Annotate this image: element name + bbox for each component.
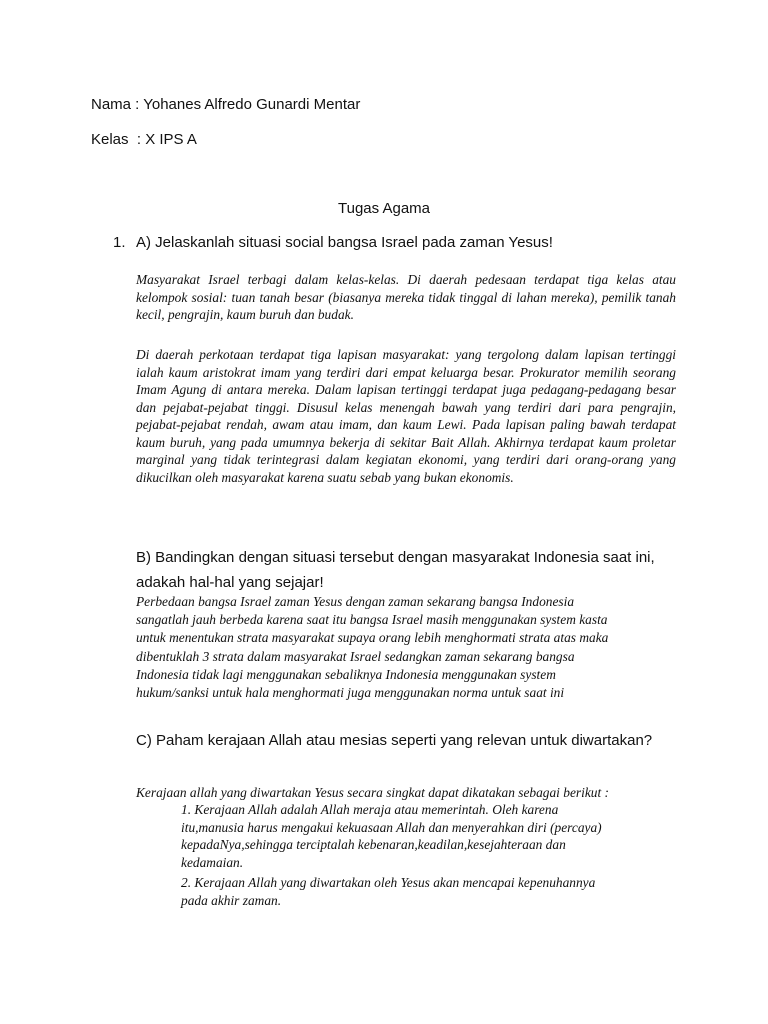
answer-c-item1-line: itu,manusia harus mengakui kekuasaan Allah dan menyerahkan diri (percaya) [181,819,602,835]
question-c-heading: C) Paham kerajaan Allah atau mesias seperti yang relevan untuk diwartakan? [136,732,653,749]
answer-c-list-item-1 [181,801,651,871]
answer-b-paragraph [136,593,676,702]
answer-c-item2-line: 2. Kerajaan Allah yang diwartakan oleh Yesus akan mencapai kepenuhannya [181,875,596,890]
student-name: Nama : Yohanes Alfredo Gunardi Mentar [91,96,361,113]
answer-a-paragraph-2: Di daerah perkotaan terdapat tiga lapisan masyarakat: yang tergolong dalam lapisan tertinggi ialah kaum aristokrat imam yang terdiri dari empat keluarga besar. Prokurator memilih seorang Imam Agung di antara mereka. Dalam lapisan tertinggi terdapat juga pedagang-pedagang besar dan pejabat-pejabat tinggi. Disusul kelas menengah bawah yang terdiri dari para pengrajin, pejabat-pejabat rendah, awam atau imam, dan kaum Lewi. Pada lapisan paling bawah terdapat kaum buruh, yang pada umumnya bekerja di sekitar Bait Allah. Akhirnya terdapat kaum proletar marginal yang tidak terintegrasi dalam kegiatan ekonomi, yang terdiri dari orang-orang yang dikucilkan oleh masyarakat karena suatu sebab yang bukan ekonomis. [136,347,676,485]
document-title: Tugas Agama [338,200,430,217]
answer-b-line: Perbedaan bangsa Israel zaman Yesus dengan zaman sekarang bangsa Indonesia [136,594,575,609]
answer-b-line: hukum/sanksi untuk hala menghormati juga menggunakan norma untuk saat ini [136,685,565,701]
answer-b-line: untuk menentukan strata masyarakat supaya orang lebih menghormati strata atas maka [136,630,609,646]
answer-c-item2-line: pada akhir zaman. [181,892,282,908]
student-class: Kelas : X IPS A [91,131,197,148]
answer-b-line: dibentuklah 3 strata dalam masyarakat Israel sedangkan zaman sekarang bangsa [136,648,575,664]
answer-c-intro: Kerajaan allah yang diwartakan Yesus secara singkat dapat dikatakan sebagai berikut : [136,785,609,800]
answer-b-line: sangatlah jauh berbeda karena saat itu bangsa Israel masih menggunakan system kasta [136,612,608,628]
answer-b-line: Indonesia tidak lagi menggunakan sebaliknya Indonesia menggunakan system [136,666,556,682]
answer-c-item1-line: kedamaian. [181,854,244,870]
answer-c-item1-line: 1. Kerajaan Allah adalah Allah meraja atau memerintah. Oleh karena [181,802,559,817]
answer-c-list-item-2 [181,874,651,909]
answer-c-item1-line: kepadaNya,sehingga terciptalah kebenaran,keadilan,kesejahteraan dan [181,837,566,852]
question-a-heading: A) Jelaskanlah situasi social bangsa Israel pada zaman Yesus! [136,234,553,251]
question-number: 1. [113,234,126,251]
question-b-heading: B) Bandingkan dengan situasi tersebut dengan masyarakat Indonesia saat ini, adakah hal-hal yang sejajar! [136,549,655,591]
answer-a-paragraph-1: Masyarakat Israel terbagi dalam kelas-kelas. Di daerah pedesaan terdapat tiga kelas atau kelompok sosial: tuan tanah besar (biasanya mereka tidak tinggal di lahan mereka), pemilik tanah kecil, pengrajin, kaum buruh dan budak. [136,272,676,322]
